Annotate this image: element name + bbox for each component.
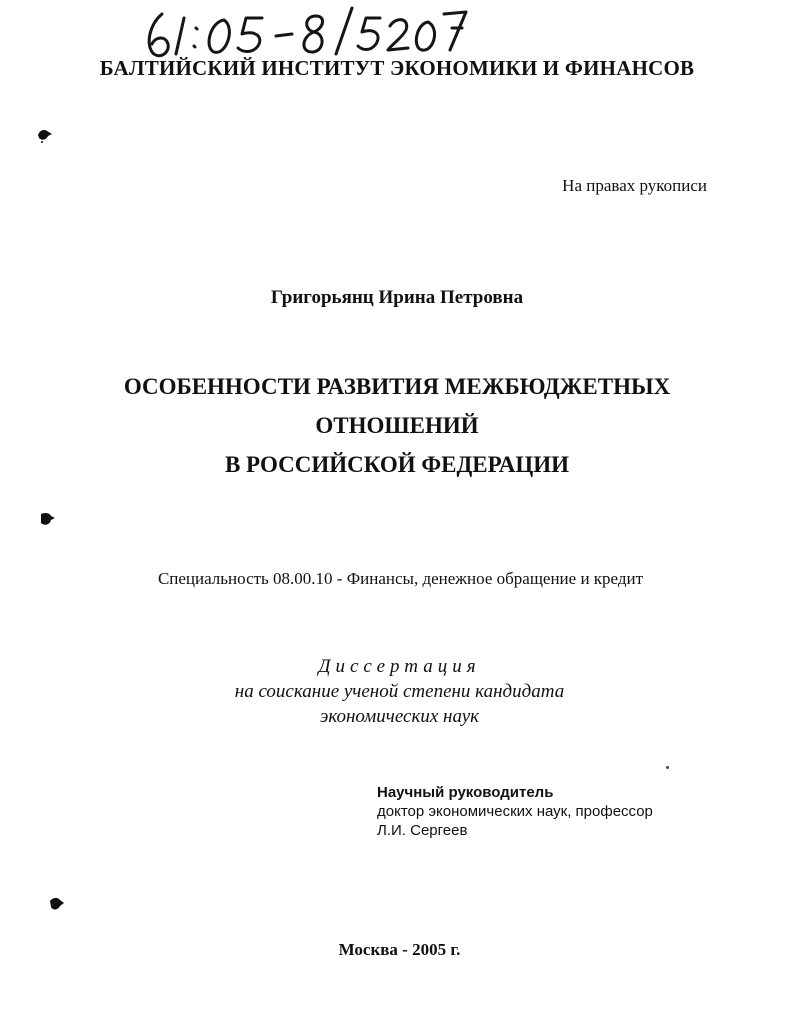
title-line [0,406,799,445]
specialty-line [0,569,799,589]
title-line [0,367,799,406]
dissertation-field-line: экономических наук [319,706,480,727]
title-line [0,445,799,484]
supervisor-block [377,783,653,840]
institute-name [0,56,799,81]
dissertation-title [0,367,799,484]
dissertation-degree-line: на соискание ученой степени кандидата [234,681,565,702]
archive-handwritten-number [140,4,470,62]
margin-punch-mark-icon [48,895,66,913]
margin-punch-mark-icon [36,126,54,144]
dissertation-heading: Диссертация [318,656,481,677]
scan-speck [666,766,669,769]
punch-mark-shape [48,895,66,913]
title-line-3: В РОССИЙСКОЙ ФЕДЕРАЦИИ [224,452,570,477]
supervisor-degree: доктор экономических наук, профессор [377,803,653,820]
dissertation-designation [0,654,799,729]
institute-name-text: БАЛТИЙСКИЙ ИНСТИТУТ ЭКОНОМИКИ И ФИНАНСОВ [99,56,695,80]
title-line-2: ОТНОШЕНИЙ [315,413,479,438]
margin-punch-mark-icon [38,510,56,528]
specialty-text: Специальность 08.00.10 - Финансы, денежное обращение и кредит [157,569,644,588]
punch-mark-shape [38,510,56,528]
handwritten-number-drawing [140,4,470,62]
supervisor-role: Научный руководитель [377,784,554,801]
author-name [0,287,799,309]
punch-mark-shape [36,126,54,144]
supervisor-name: Л.И. Сергеев [377,822,468,839]
city-year: Москва - 2005 г. [338,940,461,959]
manuscript-rights-note: На правах рукописи [562,176,707,195]
title-line-1: ОСОБЕННОСТИ РАЗВИТИЯ МЕЖБЮДЖЕТНЫХ [123,374,671,399]
author-name-text: Григорьянц Ирина Петровна [270,287,524,308]
